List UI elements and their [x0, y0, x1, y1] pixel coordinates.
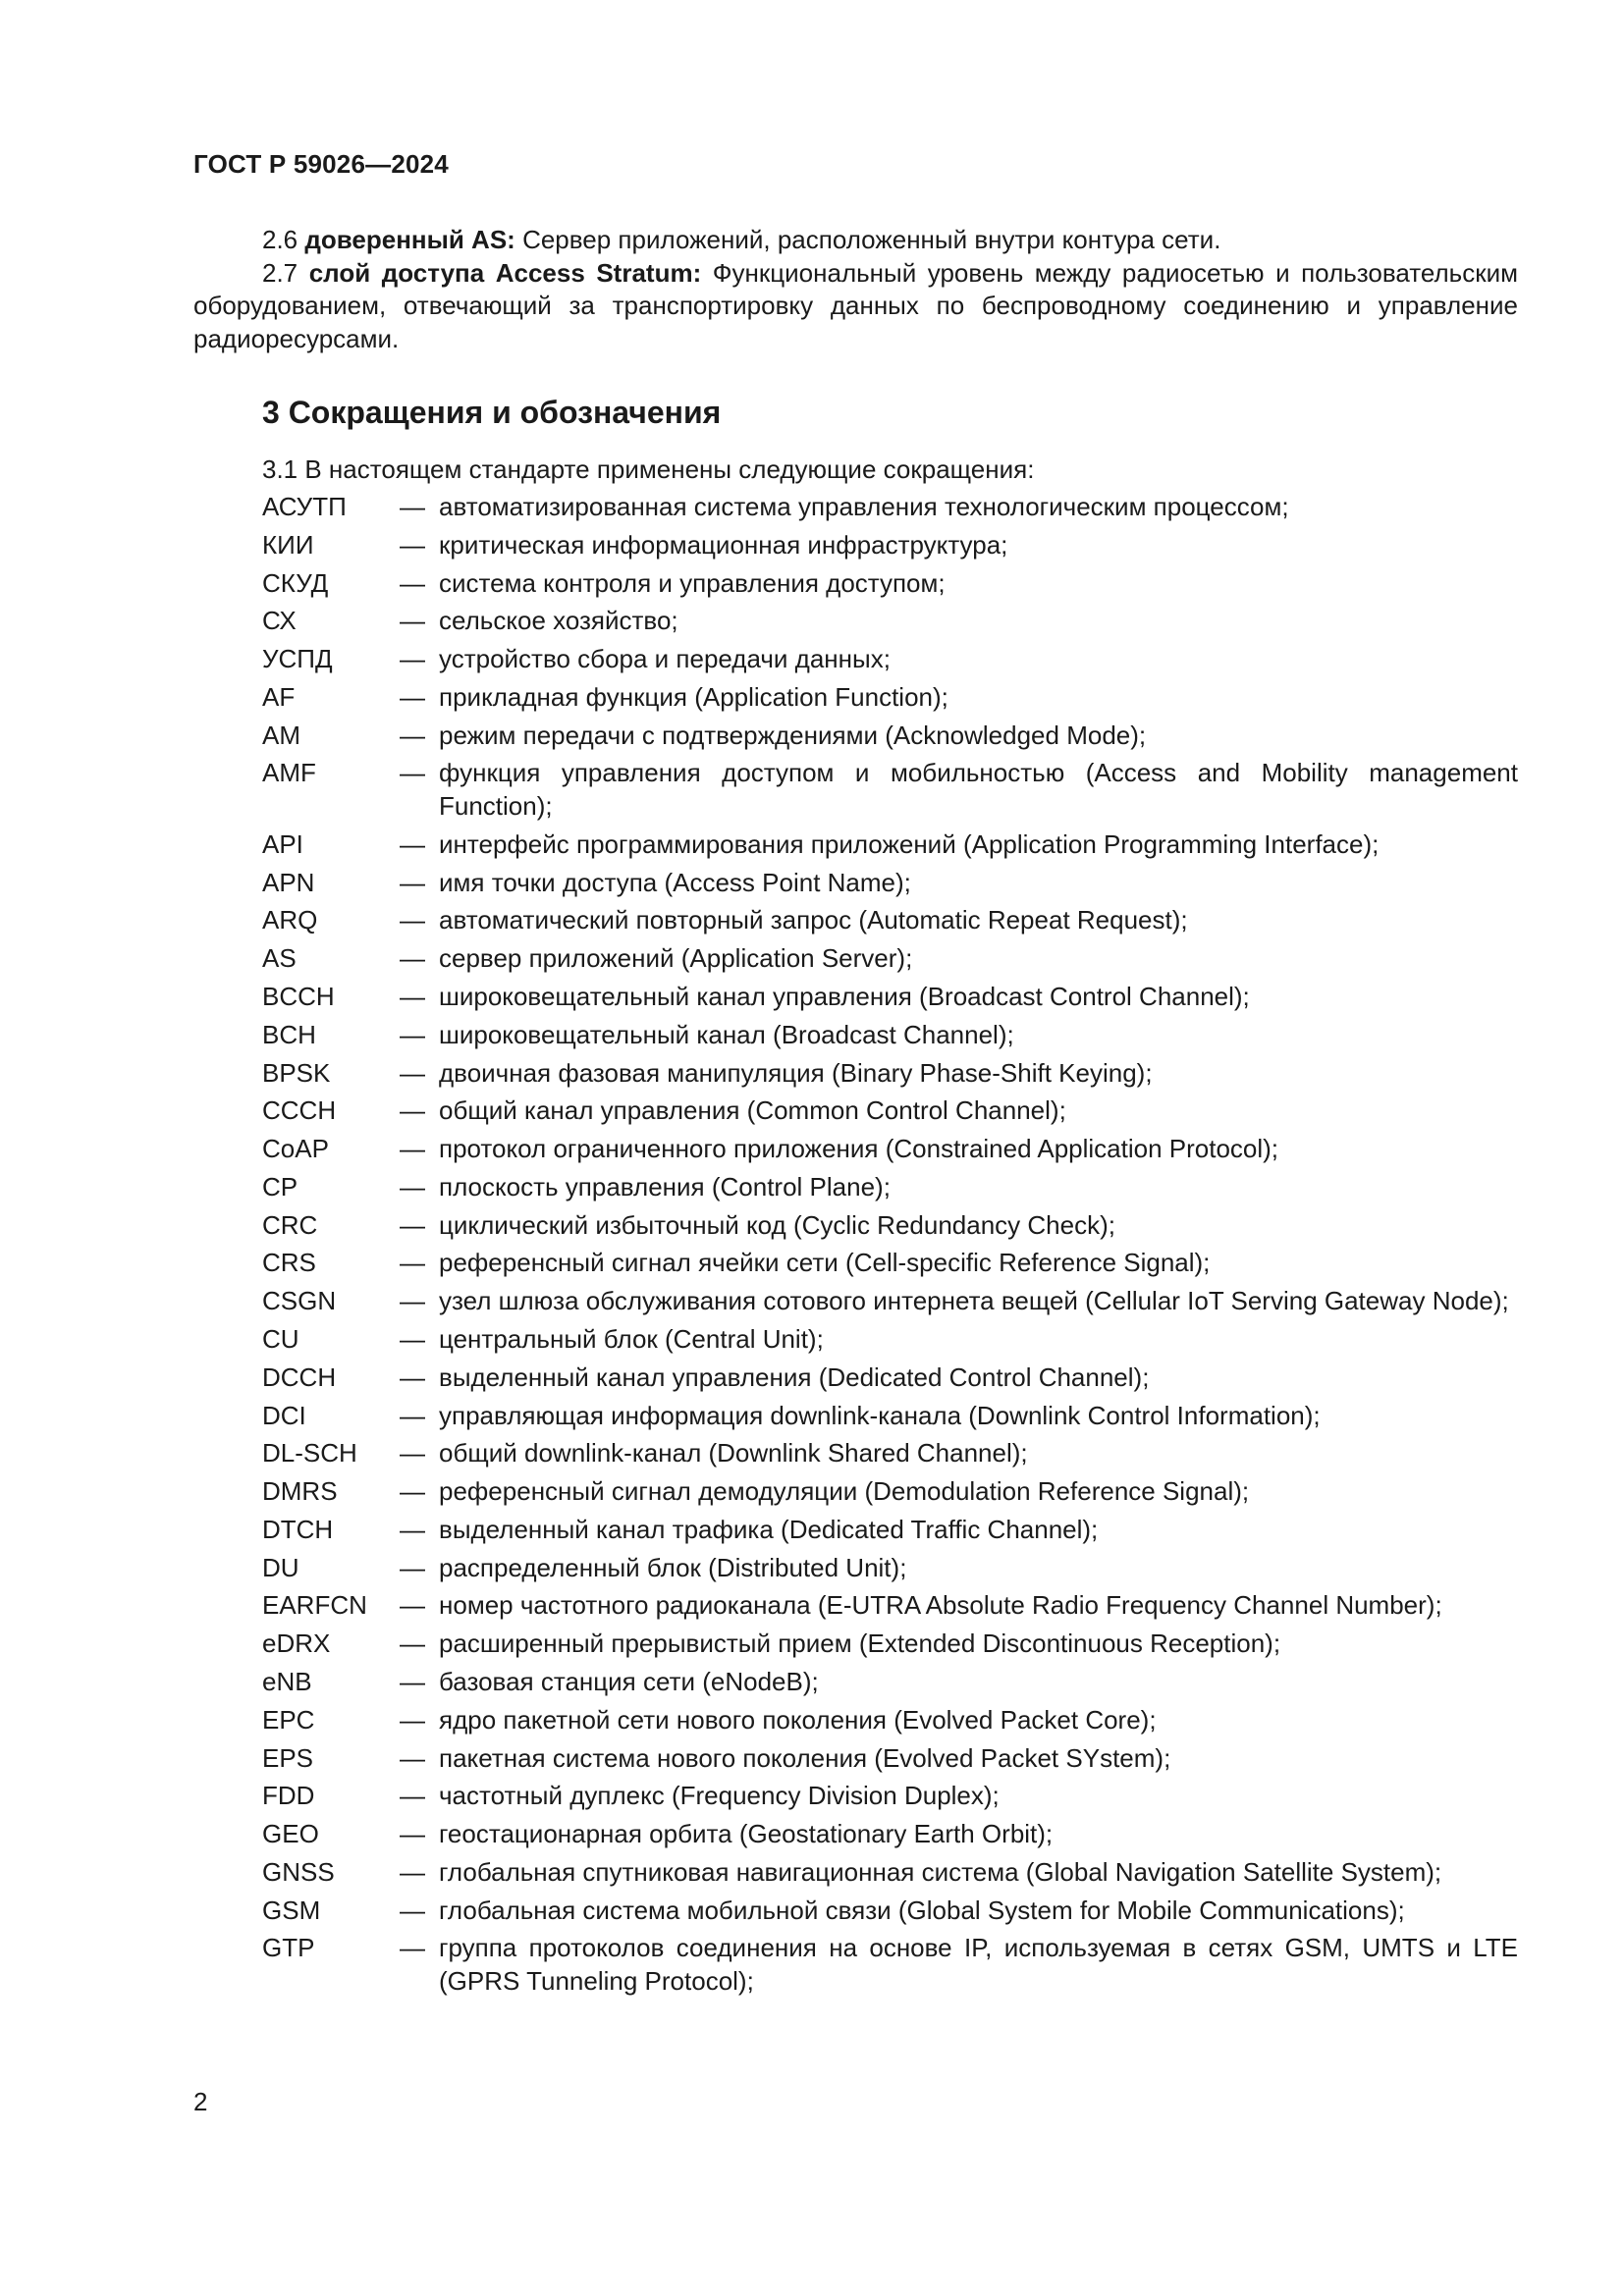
- abbreviation-definition: сервер приложений (Application Server);: [439, 943, 913, 974]
- abbreviation-row: [262, 1628, 1518, 1661]
- abbreviation-definition: расширенный прерывистый прием (Extended Discontinuous Reception);: [439, 1629, 1281, 1659]
- abbreviation-row: [262, 720, 1518, 753]
- section-title: 3 Сокращения и обозначения: [262, 395, 722, 431]
- abbreviation-row: [262, 681, 1518, 715]
- abbreviation-row: [262, 981, 1518, 1014]
- abbreviation-row: [262, 1323, 1518, 1357]
- abbreviation-definition: геостационарная орбита (Geostationary Earth Orbit);: [439, 1819, 1054, 1849]
- abbreviation-definition: устройство сбора и передачи данных;: [439, 644, 891, 674]
- abbreviation-dash: —: [400, 1895, 425, 1925]
- abbreviation-code: API: [262, 828, 303, 859]
- abbreviation-definition: режим передачи с подтверждениями (Acknowledged Mode);: [439, 720, 1147, 750]
- abbreviation-dash: —: [400, 1019, 425, 1049]
- abbreviation-dash: —: [400, 1476, 425, 1507]
- page-number: 2: [193, 2087, 208, 2116]
- abbreviation-code: BPSK: [262, 1057, 331, 1088]
- abbreviation-definition: автоматический повторный запрос (Automatic Repeat Request);: [439, 905, 1188, 935]
- abbreviation-row: [262, 828, 1518, 862]
- abbreviation-definition: выделенный канал управления (Dedicated Control Channel);: [439, 1362, 1150, 1392]
- abbreviation-code: AM: [262, 720, 300, 750]
- abbreviation-dash: —: [400, 905, 425, 935]
- abbreviation-code: AS: [262, 943, 297, 974]
- abbreviation-row: [262, 643, 1518, 676]
- abbreviation-definition: частотный дуплекс (Frequency Division Duplex);: [439, 1781, 1000, 1811]
- document-header: ГОСТ Р 59026—2024: [193, 149, 449, 179]
- abbreviation-definition: референсный сигнал ячейки сети (Cell-specific Reference Signal);: [439, 1248, 1211, 1278]
- abbreviation-code: BCCH: [262, 981, 335, 1011]
- abbreviation-definition: система контроля и управления доступом;: [439, 567, 946, 598]
- abbreviation-code: CU: [262, 1323, 299, 1354]
- abbreviation-definition: протокол ограниченного приложения (Constrained Application Protocol);: [439, 1134, 1279, 1164]
- abbreviation-dash: —: [400, 1323, 425, 1354]
- abbreviation-code: CCCH: [262, 1095, 337, 1126]
- abbreviation-dash: —: [400, 1667, 425, 1696]
- abbreviation-code: УСПД: [262, 644, 333, 674]
- abbreviation-dash: —: [400, 644, 425, 674]
- abbreviation-dash: —: [400, 1134, 425, 1164]
- abbreviation-dash: —: [400, 1057, 425, 1088]
- abbreviation-dash: —: [400, 1286, 425, 1316]
- abbreviation-code: EPC: [262, 1704, 315, 1735]
- abbreviation-definition: плоскость управления (Control Plane);: [439, 1171, 891, 1201]
- abbreviation-code: GTP: [262, 1933, 315, 1963]
- abbreviation-row: [262, 1095, 1518, 1128]
- definition-number: 2.6: [262, 225, 298, 254]
- abbreviation-definition: номер частотного радиоканала (E-UTRA Absolute Radio Frequency Channel Number);: [439, 1590, 1442, 1621]
- abbreviation-definition: автоматизированная система управления технологическим процессом;: [439, 491, 1289, 521]
- abbreviation-dash: —: [400, 1629, 425, 1659]
- abbreviation-definition: функция управления доступом и мобильностью (Access and Mobility management Function);: [439, 758, 1518, 822]
- abbreviation-dash: —: [400, 1742, 425, 1773]
- document-body: [193, 224, 1518, 2003]
- abbreviation-definition: интерфейс программирования приложений (Application Programming Interface);: [439, 828, 1380, 859]
- abbreviation-code: CoAP: [262, 1134, 329, 1164]
- abbreviation-row: [262, 605, 1518, 638]
- section-intro: 3.1 В настоящем стандарте применены следующие сокращения:: [262, 454, 1035, 485]
- abbreviation-row: [262, 491, 1518, 524]
- abbreviation-dash: —: [400, 1552, 425, 1582]
- abbreviation-definition: глобальная спутниковая навигационная система (Global Navigation Satellite System);: [439, 1856, 1442, 1887]
- abbreviation-definition: пакетная система нового поколения (Evolved Packet SYstem);: [439, 1742, 1171, 1773]
- abbreviation-row: [262, 1019, 1518, 1052]
- abbreviation-dash: —: [400, 943, 425, 974]
- abbreviation-code: DMRS: [262, 1476, 338, 1507]
- abbreviation-code: DTCH: [262, 1514, 334, 1544]
- abbreviation-dash: —: [400, 529, 425, 560]
- abbreviation-row: [262, 1437, 1518, 1470]
- abbreviation-dash: —: [400, 1590, 425, 1621]
- abbreviation-code: CP: [262, 1171, 298, 1201]
- abbreviation-code: BCH: [262, 1019, 316, 1049]
- abbreviation-row: [262, 1171, 1518, 1204]
- abbreviation-row: [262, 1400, 1518, 1433]
- abbreviation-row: [262, 867, 1518, 900]
- abbreviation-dash: —: [400, 758, 425, 788]
- definition-number: 2.7: [262, 257, 298, 288]
- abbreviation-code: GNSS: [262, 1856, 335, 1887]
- abbreviation-dash: —: [400, 1400, 425, 1430]
- abbreviation-row: [262, 1742, 1518, 1776]
- abbreviation-code: GEO: [262, 1819, 319, 1849]
- abbreviation-code: AF: [262, 681, 296, 712]
- abbreviation-row: [262, 1514, 1518, 1547]
- abbreviation-definition: имя точки доступа (Access Point Name);: [439, 867, 911, 897]
- abbreviation-row: [262, 1932, 1518, 1998]
- abbreviation-row: [262, 529, 1518, 562]
- abbreviation-code: КИИ: [262, 529, 314, 560]
- abbreviation-definition: управляющая информация downlink-канала (Downlink Control Information);: [439, 1400, 1321, 1430]
- abbreviation-row: [262, 1285, 1518, 1318]
- definition-text: Сервер приложений, расположенный внутри контура сети.: [522, 225, 1221, 254]
- abbreviation-definition: двоичная фазовая манипуляция (Binary Phase-Shift Keying);: [439, 1057, 1153, 1088]
- abbreviation-row: [262, 1895, 1518, 1928]
- abbreviation-code: CSGN: [262, 1286, 337, 1316]
- abbreviation-dash: —: [400, 1095, 425, 1126]
- abbreviation-code: АСУТП: [262, 491, 347, 521]
- abbreviation-dash: —: [400, 1514, 425, 1544]
- abbreviation-row: [262, 904, 1518, 937]
- abbreviation-row: [262, 1666, 1518, 1699]
- abbreviation-code: eNB: [262, 1667, 312, 1696]
- abbreviation-code: DCI: [262, 1400, 306, 1430]
- abbreviation-definition: базовая станция сети (eNodeB);: [439, 1667, 819, 1696]
- abbreviation-row: [262, 1780, 1518, 1813]
- definition-2-7: [193, 257, 1518, 356]
- abbreviation-code: DL-SCH: [262, 1438, 357, 1468]
- abbreviation-code: EPS: [262, 1742, 314, 1773]
- abbreviation-code: eDRX: [262, 1629, 331, 1659]
- abbreviation-dash: —: [400, 1248, 425, 1278]
- abbreviation-row: [262, 1209, 1518, 1243]
- abbreviation-code: CRC: [262, 1209, 318, 1240]
- abbreviation-code: DU: [262, 1552, 299, 1582]
- abbreviation-definition: узел шлюза обслуживания сотового интернета вещей (Cellular IoT Serving Gateway Node);: [439, 1286, 1509, 1316]
- abbreviation-dash: —: [400, 1781, 425, 1811]
- abbreviation-row: [262, 1818, 1518, 1851]
- abbreviation-dash: —: [400, 1819, 425, 1849]
- abbreviation-dash: —: [400, 681, 425, 712]
- abbreviation-code: CRS: [262, 1248, 316, 1278]
- abbreviation-code: AMF: [262, 758, 316, 788]
- abbreviation-definition: глобальная система мобильной связи (Global System for Mobile Communications);: [439, 1895, 1405, 1925]
- abbreviation-dash: —: [400, 1209, 425, 1240]
- abbreviation-definition: циклический избыточный код (Cyclic Redundancy Check);: [439, 1209, 1115, 1240]
- abbreviation-definition: широковещательный канал управления (Broadcast Control Channel);: [439, 981, 1250, 1011]
- abbreviation-code: GSM: [262, 1895, 321, 1925]
- definition-term: доверенный AS:: [304, 225, 515, 254]
- abbreviation-dash: —: [400, 1171, 425, 1201]
- abbreviation-code: ARQ: [262, 905, 318, 935]
- abbreviation-row: [262, 757, 1518, 823]
- definition-2-6: [193, 224, 1518, 257]
- abbreviation-row: [262, 1247, 1518, 1280]
- abbreviation-definition: прикладная функция (Application Function);: [439, 681, 948, 712]
- abbreviation-row: [262, 1133, 1518, 1166]
- abbreviation-row: [262, 942, 1518, 976]
- abbreviation-dash: —: [400, 867, 425, 897]
- abbreviation-definition: общий downlink-канал (Downlink Shared Channel);: [439, 1438, 1028, 1468]
- abbreviation-definition: центральный блок (Central Unit);: [439, 1323, 824, 1354]
- abbreviation-code: СХ: [262, 606, 297, 636]
- abbreviation-definition: сельское хозяйство;: [439, 606, 678, 636]
- abbreviation-definition: группа протоколов соединения на основе IP, используемая в сетях GSM, UMTS и LTE (GPRS Tunneling Protocol);: [439, 1933, 1518, 1997]
- abbreviation-dash: —: [400, 1933, 425, 1963]
- abbreviation-dash: —: [400, 720, 425, 750]
- abbreviation-row: [262, 1362, 1518, 1395]
- abbreviation-definition: выделенный канал трафика (Dedicated Traffic Channel);: [439, 1514, 1099, 1544]
- abbreviation-definition: референсный сигнал демодуляции (Demodulation Reference Signal);: [439, 1476, 1250, 1507]
- abbreviation-dash: —: [400, 1362, 425, 1392]
- abbreviation-row: [262, 1552, 1518, 1585]
- abbreviation-definition: широковещательный канал (Broadcast Channel);: [439, 1019, 1014, 1049]
- abbreviation-definition: критическая информационная инфраструктура;: [439, 529, 1008, 560]
- abbreviation-definition: ядро пакетной сети нового поколения (Evolved Packet Core);: [439, 1704, 1157, 1735]
- abbreviation-list: [193, 491, 1518, 1999]
- abbreviation-definition: распределенный блок (Distributed Unit);: [439, 1552, 907, 1582]
- abbreviation-row: [262, 1704, 1518, 1737]
- abbreviation-dash: —: [400, 567, 425, 598]
- abbreviation-code: EARFCN: [262, 1590, 367, 1621]
- abbreviation-row: [262, 1856, 1518, 1890]
- abbreviation-row: [262, 567, 1518, 601]
- definition-text: Функциональный уровень между радиосетью и пользовательским оборудованием, отвечающий за транспортировку данных по беспроводному соединению и управление радиоресурсами.: [193, 257, 1518, 353]
- abbreviation-definition: общий канал управления (Common Control Channel);: [439, 1095, 1066, 1126]
- abbreviation-code: APN: [262, 867, 315, 897]
- abbreviation-dash: —: [400, 981, 425, 1011]
- abbreviation-dash: —: [400, 491, 425, 521]
- abbreviation-row: [262, 1057, 1518, 1091]
- abbreviation-code: DCCH: [262, 1362, 337, 1392]
- abbreviation-dash: —: [400, 828, 425, 859]
- abbreviation-row: [262, 1475, 1518, 1509]
- abbreviation-dash: —: [400, 1856, 425, 1887]
- abbreviation-code: СКУД: [262, 567, 329, 598]
- abbreviation-code: FDD: [262, 1781, 315, 1811]
- abbreviation-dash: —: [400, 1704, 425, 1735]
- definition-term: слой доступа Access Stratum:: [308, 257, 702, 288]
- abbreviation-dash: —: [400, 606, 425, 636]
- abbreviation-dash: —: [400, 1438, 425, 1468]
- abbreviation-row: [262, 1589, 1518, 1623]
